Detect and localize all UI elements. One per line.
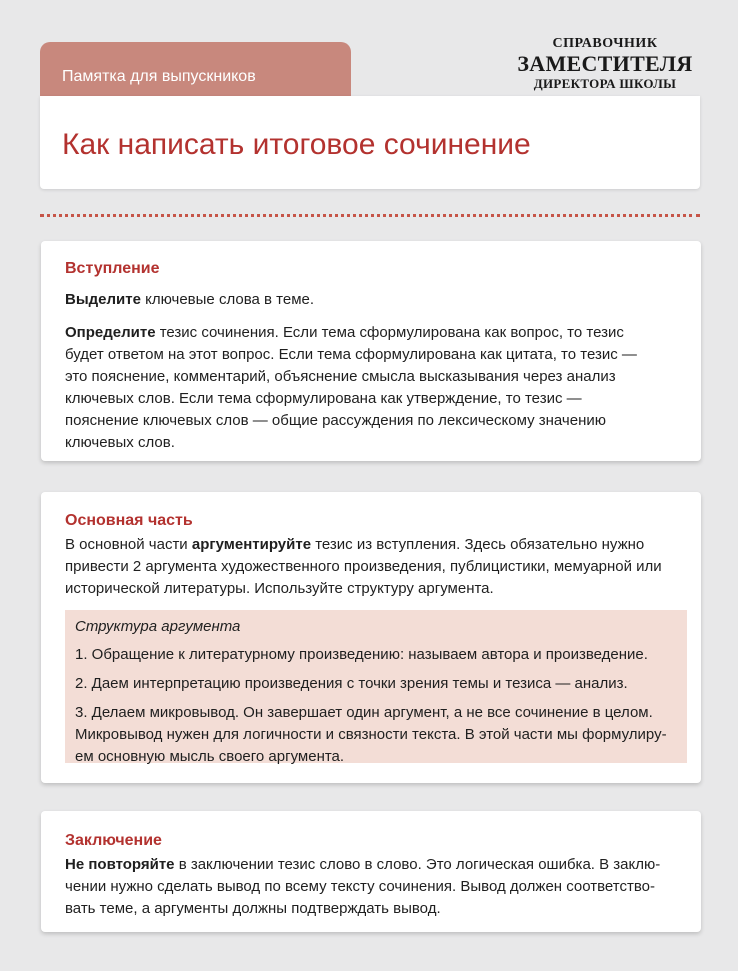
argument-structure-box [65, 610, 687, 763]
structure-item-2: 2. Даем интерпретацию произведения с точки зрения темы и тезиса — анализ. [75, 675, 628, 692]
structure-title: Структура аргумента [75, 618, 241, 635]
intro-p1-text: ключевые слова в теме. [140, 291, 315, 308]
header-tab-label: Памятка для выпускников [62, 68, 256, 85]
main-heading: Основная часть [65, 512, 193, 529]
conclusion-card [41, 811, 701, 932]
page-title: Как написать итоговое сочинение [62, 128, 531, 161]
conclusion-heading: Заключение [65, 832, 162, 849]
intro-paragraph-2 [65, 322, 655, 454]
intro-p2-bold: Определите [65, 324, 156, 341]
conclusion-p-bold: Не повторяйте [65, 856, 175, 873]
intro-p2-text: тезис сочинения. Если тема сформулирована как вопрос, то тезис будет ответом на этот вопрос. Если тема сформулирована как цитата, то тезис — это пояснение, комментарий, объяснение смысла высказывания через анализ ключевых слов. Если тема сформулирована как утверждение, то тезис — пояснение ключевых слов — общие рассуждения по лексическому значению ключевых слов. [65, 324, 637, 451]
structure-item-3: 3. Делаем микровывод. Он завершает один аргумент, а не все сочинение в целом. Микровывод нужен для логичности и связности текста. В этой части мы формулируем основную мысль своего аргумента. [75, 704, 667, 765]
intro-card [41, 241, 701, 461]
structure-item-1: 1. Обращение к литературному произведению: называем автора и произведение. [75, 646, 648, 663]
intro-paragraph-1 [65, 289, 681, 311]
intro-heading: Вступление [65, 260, 160, 277]
brand-line-3: ДИРЕКТОРА ШКОЛЫ [533, 76, 677, 91]
dotted-divider [40, 214, 700, 217]
conclusion-p-text: в заключении тезис слово в слово. Это логическая ошибка. В заключении нужно сделать вывод по всему тексту сочинения. Вывод должен соответствовать теме, а аргументы должны подтверждать вывод. [65, 856, 661, 917]
header-tab [40, 42, 351, 102]
title-card [40, 96, 700, 189]
brand-line-1: СПРАВОЧНИК [552, 36, 658, 51]
brand-line-2: ЗАМЕСТИТЕЛЯ [517, 51, 693, 76]
main-paragraph [65, 534, 679, 600]
brand-logo [500, 36, 710, 91]
main-part-card [41, 492, 701, 783]
intro-p1-bold: Выделите [65, 291, 141, 308]
conclusion-paragraph [65, 854, 679, 920]
main-p-text: тезис из вступления. Здесь обязательно нужно привести 2 аргумента художественного произведения, публицистики, мемуарной или исторической литературы. Используйте структуру аргумента. [65, 536, 662, 597]
main-p-pre: В основной части [65, 536, 192, 553]
main-p-bold: аргументируйте [191, 536, 312, 553]
